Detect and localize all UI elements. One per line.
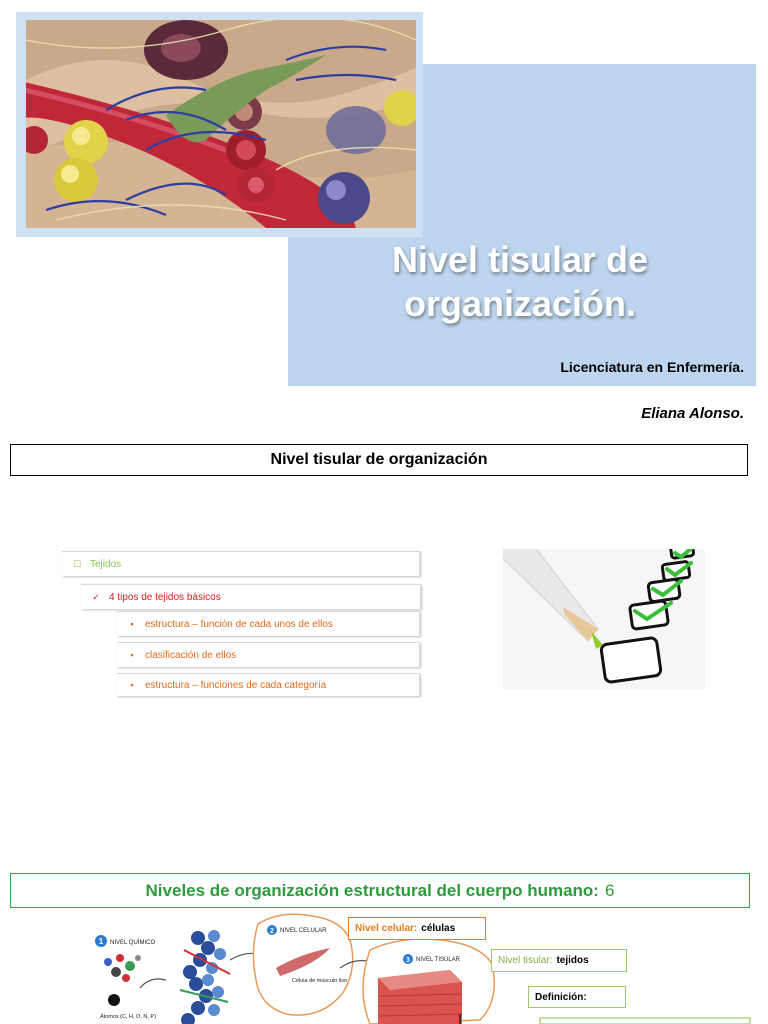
level2-caption: Célula de músculo liso xyxy=(292,978,348,984)
outline-item-tejidos xyxy=(62,551,420,576)
level3-label: NIVEL TISULAR xyxy=(416,957,461,963)
checkmark-icon: ✓ xyxy=(92,591,100,602)
tag-value: tejidos xyxy=(556,955,589,966)
outline-item-label: estructura – función de cada unos de ellos xyxy=(145,618,333,630)
author-name: Eliana Alonso. xyxy=(641,405,744,422)
svg-text:3: 3 xyxy=(406,957,410,964)
tag-value: células xyxy=(421,923,456,934)
title-line-1: Nivel tisular de xyxy=(391,239,649,280)
outline-item-label: estructura – funciones de cada categoría xyxy=(145,679,327,691)
outline-item-tipos xyxy=(81,584,421,609)
square-bullet-icon: ▪ xyxy=(130,619,134,629)
tissue-illustration xyxy=(26,20,416,228)
tag-nivel-celular xyxy=(348,917,486,940)
outline-item-estructura-funciones xyxy=(117,673,420,696)
outline-item-clasificacion xyxy=(117,642,420,667)
level1-caption: Átomos (C, H, O, N, P) xyxy=(100,1014,156,1020)
svg-text:2: 2 xyxy=(270,928,274,935)
svg-text:1: 1 xyxy=(98,937,104,946)
outline-item-estructura-funcion xyxy=(117,611,420,636)
square-bullet-icon: ▪ xyxy=(130,650,134,660)
tag-label: Nivel tisular: xyxy=(498,955,553,966)
checkbox-icon: ☐ xyxy=(72,558,82,569)
level2-label: NIVEL CELULAR xyxy=(280,928,327,934)
levels-header-text: Niveles de organización estructural del cuerpo humano: xyxy=(145,880,599,900)
square-bullet-icon: ▪ xyxy=(130,680,134,690)
tag-definicion: Definición: xyxy=(528,986,626,1008)
outline-item-label: clasificación de ellos xyxy=(145,649,237,661)
tag-nivel-tisular xyxy=(491,949,627,972)
outline-item-label: Tejidos xyxy=(90,558,122,570)
tag-label: Nivel celular: xyxy=(355,923,418,934)
slide-subtitle: Licenciatura en Enfermería. xyxy=(560,359,744,375)
levels-header xyxy=(10,873,750,908)
level1-label: NIVEL QUÍMICO xyxy=(110,940,156,946)
slide-title xyxy=(330,238,710,326)
title-line-2: organización. xyxy=(403,283,637,324)
levels-count: 6 xyxy=(604,880,615,900)
checklist-pencil-image xyxy=(503,549,705,690)
outline-item-label: 4 tipos de tejidos básicos xyxy=(109,591,221,603)
section-header: Nivel tisular de organización xyxy=(10,444,748,476)
